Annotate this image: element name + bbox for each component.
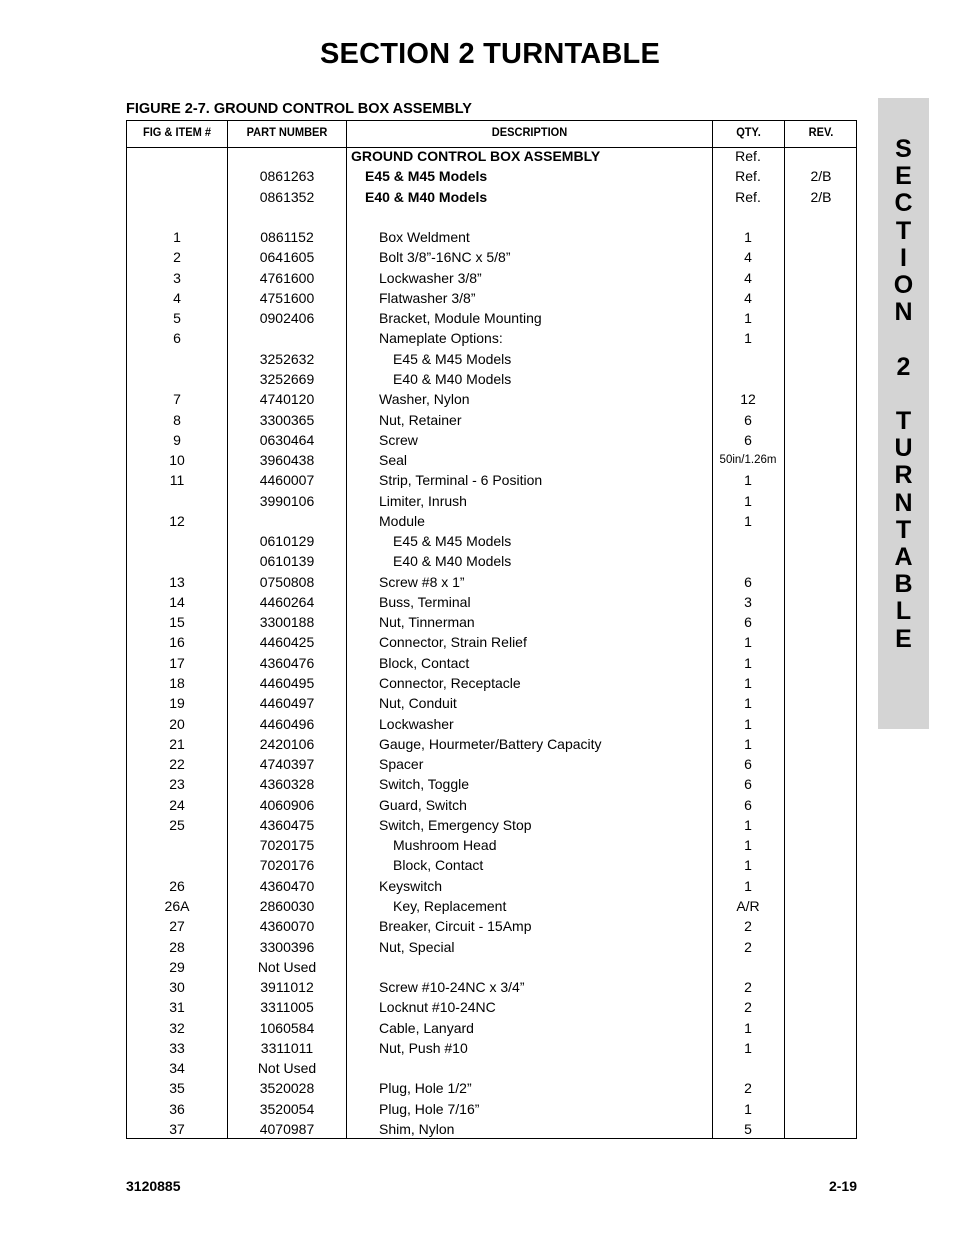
table-row [127,187,856,207]
cell-part-number: 3520028 [259,1080,315,1097]
cell-fig-item: 23 [169,776,185,793]
cell-qty: 6 [744,796,752,813]
cell-part-number: Not Used [257,1060,317,1077]
table-row [127,754,856,774]
cell-description: Connector, Strain Relief [379,634,527,651]
cell-description: Nut, Special [379,938,455,955]
table-row [127,774,856,794]
cell-description: Nameplate Options: [379,330,503,347]
cell-description: E40 & M40 Models [393,553,512,570]
side-tab-letter: N [894,298,913,327]
table-row [127,207,856,227]
cell-description: Locknut #10-24NC [379,999,496,1016]
cell-description: Plug, Hole 7/16” [379,1100,480,1117]
cell-fig-item: 27 [169,918,185,935]
cell-description: Switch, Emergency Stop [379,816,532,833]
cell-qty: 6 [744,411,752,428]
cell-qty: 2 [744,999,752,1016]
cell-rev: 2/B [810,168,832,185]
cell-qty: 6 [744,614,752,631]
cell-description: Block, Contact [393,857,484,874]
parts-table [126,120,857,1139]
cell-qty: 2 [744,979,752,996]
cell-part-number: 3300365 [259,411,315,428]
cell-qty: 12 [740,391,756,408]
cell-part-number: 2420106 [259,735,315,752]
cell-fig-item: 19 [169,695,185,712]
cell-part-number: 4360328 [259,776,315,793]
table-row [127,734,856,754]
cell-qty: 2 [744,938,752,955]
cell-description: Nut, Retainer [379,411,462,428]
cell-fig-item: 18 [169,675,185,692]
table-row [127,288,856,308]
table-row [127,268,856,288]
cell-qty: Ref. [735,148,761,164]
cell-part-number: 0861263 [259,168,315,185]
table-row [127,1058,856,1078]
footer-page-number: 2-19 [828,1178,857,1194]
cell-part-number: 0750808 [259,573,315,590]
cell-description: E40 & M40 Models [365,188,488,205]
cell-part-number: 0861152 [260,229,314,246]
header-qty: QTY. [736,125,761,139]
cell-qty: 1 [744,330,752,347]
cell-fig-item: 26A [164,897,190,914]
table-row [127,693,856,713]
cell-qty: 1 [744,735,752,752]
side-tab-letter: L [895,597,912,626]
table-row [127,328,856,348]
cell-part-number: 0861352 [259,188,315,205]
cell-fig-item: 10 [169,452,185,469]
table-row [127,572,856,592]
cell-fig-item: 37 [169,1120,185,1137]
cell-qty: 5 [744,1120,752,1137]
cell-qty: 1 [744,857,752,874]
table-row [127,511,856,531]
cell-description: Washer, Nylon [379,391,470,408]
side-tab-letter: T [895,515,912,544]
cell-qty: 1 [744,472,752,489]
table-row [127,957,856,977]
cell-fig-item: 20 [169,715,185,732]
cell-fig-item: 11 [169,472,185,489]
table-row [127,369,856,389]
cell-fig-item: 16 [169,634,185,651]
cell-part-number: 7020175 [259,837,315,854]
cell-qty: 4 [744,249,752,266]
table-row [127,896,856,916]
cell-description: Gauge, Hourmeter/Battery Capacity [379,735,602,752]
cell-description: Bracket, Module Mounting [379,310,542,327]
table-row [127,937,856,957]
table-row [127,835,856,855]
cell-fig-item: 13 [169,573,185,590]
cell-fig-item: 36 [169,1100,185,1117]
cell-qty: 2 [744,918,752,935]
table-row [127,795,856,815]
cell-part-number: 3911012 [260,979,314,996]
cell-description: Key, Replacement [393,897,507,914]
cell-description: Nut, Push #10 [379,1039,468,1056]
cell-description: Screw [379,431,418,448]
cell-part-number: 3960438 [259,452,315,469]
cell-part-number: 3300188 [259,614,315,631]
header-fig: FIG & ITEM # [142,125,212,139]
cell-part-number: 1060584 [259,1019,315,1036]
table-row [127,410,856,430]
cell-part-number: 2860030 [259,897,315,914]
cell-fig-item: 14 [169,593,185,610]
cell-description: Breaker, Circuit - 15Amp [379,918,532,935]
cell-part-number: 4761600 [259,269,315,286]
cell-part-number: 4070987 [259,1120,315,1137]
cell-qty: 4 [744,269,752,286]
cell-fig-item: 32 [169,1019,185,1036]
cell-qty: A/R [736,897,760,914]
cell-fig-item: 21 [169,735,185,752]
cell-fig-item: 3 [173,269,181,286]
cell-fig-item: 33 [169,1039,185,1056]
table-row [127,389,856,409]
cell-fig-item: 26 [169,877,185,894]
cell-fig-item: 7 [173,391,181,408]
header-description: DESCRIPTION [491,125,568,139]
cell-part-number: 4460495 [259,675,315,692]
cell-description: E40 & M40 Models [393,370,512,387]
cell-description: Module [379,512,425,529]
table-row [127,227,856,247]
cell-description: Strip, Terminal - 6 Position [379,472,543,489]
cell-fig-item: 31 [169,999,185,1016]
side-tab-letter: T [895,407,912,435]
cell-fig-item: 30 [169,979,185,996]
cell-qty: 1 [744,1039,752,1056]
cell-part-number: 4360070 [259,918,315,935]
cell-description: Limiter, Inrush [379,492,467,509]
table-row [127,977,856,997]
cell-part-number: 7020176 [259,857,315,874]
cell-fig-item: 5 [173,310,181,327]
cell-fig-item: 8 [173,411,181,428]
cell-fig-item: 4 [173,289,181,306]
table-row [127,450,856,470]
cell-description: Screw #10-24NC x 3/4” [379,979,525,996]
cell-qty: 4 [744,289,752,306]
cell-part-number: 0630464 [259,431,315,448]
side-tab-letter: A [894,543,913,571]
cell-part-number: 4460425 [259,634,315,651]
cell-fig-item: 1 [173,229,181,246]
cell-description: Plug, Hole 1/2” [379,1080,472,1097]
cell-description: Buss, Terminal [379,593,471,610]
cell-qty: 1 [744,1100,752,1117]
cell-description: Cable, Lanyard [379,1019,474,1036]
cell-part-number: 4460497 [259,695,315,712]
side-tab-letter: 2 [896,352,911,381]
side-tab-letter: T [895,216,912,245]
cell-part-number: 0902406 [259,310,315,327]
cell-rev: 2/B [810,188,832,205]
cell-part-number: 4460496 [259,715,315,732]
table-row [127,1119,856,1139]
cell-fig-item: 17 [169,654,185,671]
cell-description: Box Weldment [379,229,470,246]
table-row [127,997,856,1017]
cell-part-number: 0610139 [259,553,315,570]
table-row [127,815,856,835]
cell-fig-item: 6 [173,330,181,347]
cell-qty: 3 [744,593,752,610]
table-row [127,876,856,896]
cell-description: Nut, Conduit [379,695,457,712]
cell-description: GROUND CONTROL BOX ASSEMBLY [351,148,601,164]
cell-qty: 6 [744,776,752,793]
cell-description: Lockwasher 3/8” [379,269,482,286]
cell-part-number: 3311005 [260,999,314,1016]
cell-description: Shim, Nylon [379,1120,455,1137]
footer-document-number: 3120885 [126,1178,181,1194]
cell-fig-item: 34 [169,1060,185,1077]
side-tab-letter: O [893,271,914,299]
cell-part-number: 3311011 [260,1039,314,1056]
page-title: SECTION 2 TURNTABLE [320,38,660,70]
table-row [127,247,856,267]
table-row [127,166,856,186]
cell-description: Keyswitch [379,877,443,894]
table-row [127,146,856,166]
cell-qty: 1 [744,816,752,833]
table-row [127,855,856,875]
side-tab-letter: N [894,488,913,517]
side-tab-letter: U [894,434,913,463]
cell-description: Mushroom Head [393,837,497,854]
cell-qty: 1 [744,695,752,712]
cell-fig-item: 24 [169,796,185,813]
cell-part-number: 3300396 [259,938,315,955]
table-row [127,1038,856,1058]
cell-qty: Ref. [735,188,761,205]
table-row [127,714,856,734]
cell-part-number: 4360475 [259,816,315,833]
cell-part-number: 4740120 [259,391,315,408]
side-tab-letter: R [894,461,913,490]
cell-part-number: 4460007 [259,472,315,489]
cell-part-number: 3252632 [259,350,315,367]
cell-description: Switch, Toggle [379,776,470,793]
cell-description: Nut, Tinnerman [379,614,475,631]
cell-fig-item: 12 [169,512,185,529]
table-row [127,491,856,511]
cell-qty: 1 [744,512,752,529]
cell-description: Flatwasher 3/8” [379,289,476,306]
cell-fig-item: 29 [169,958,185,975]
table-row [127,349,856,369]
cell-description: E45 & M45 Models [365,168,488,185]
cell-description: Spacer [379,756,424,773]
cell-description: Connector, Receptacle [379,675,521,692]
cell-qty: 1 [744,1019,752,1036]
table-row [127,592,856,612]
cell-description: Guard, Switch [379,796,467,813]
table-row [127,470,856,490]
side-tab-letter: S [895,135,912,163]
table-row [127,653,856,673]
table-row [127,916,856,936]
cell-description: Bolt 3/8”-16NC x 5/8” [379,249,511,266]
table-row [127,1078,856,1098]
cell-fig-item: 35 [169,1080,185,1097]
cell-qty: 1 [744,837,752,854]
cell-qty: 1 [744,654,752,671]
side-tab-letter: B [894,570,913,599]
cell-part-number: 4740397 [259,756,315,773]
cell-description: Lockwasher [379,715,454,732]
table-row [127,430,856,450]
cell-fig-item: 22 [169,756,185,773]
cell-qty: Ref. [735,168,761,185]
cell-part-number: 0641605 [259,249,315,266]
cell-qty: 6 [744,573,752,590]
header-rev: REV. [808,125,834,139]
header-part-number: PART NUMBER [246,125,328,139]
cell-description: Block, Contact [379,654,470,671]
table-row [127,308,856,328]
cell-fig-item: 2 [173,249,181,266]
cell-qty: 1 [744,675,752,692]
cell-description: E45 & M45 Models [393,350,512,367]
cell-qty: 1 [744,229,752,246]
cell-qty: 1 [744,310,752,327]
cell-fig-item: 25 [169,816,185,833]
cell-description: Screw #8 x 1” [379,573,465,590]
table-row [127,531,856,551]
cell-qty: 6 [744,756,752,773]
table-row [127,1018,856,1038]
table-row [127,551,856,571]
cell-part-number: 4751600 [259,289,315,306]
cell-part-number: 3990106 [259,492,315,509]
table-row [127,632,856,652]
table-row [127,673,856,693]
side-tab-letter: E [895,162,912,191]
cell-fig-item: 15 [169,614,185,631]
cell-part-number: 3520054 [259,1100,315,1117]
cell-qty: 50in/1.26m [719,454,777,467]
side-tab-letter: I [900,243,907,272]
table-row [127,1099,856,1119]
cell-part-number: 4360476 [259,654,315,671]
cell-fig-item: 28 [169,938,185,955]
cell-part-number: Not Used [257,958,317,975]
section-side-tab [878,98,929,729]
side-tab-letter: C [894,189,913,218]
cell-part-number: 4060906 [259,796,315,813]
cell-part-number: 4360470 [259,877,315,894]
cell-part-number: 4460264 [259,593,315,610]
cell-qty: 1 [744,877,752,894]
side-tab-letter: E [895,624,912,653]
cell-qty: 1 [744,634,752,651]
cell-fig-item: 9 [173,431,181,448]
figure-caption: FIGURE 2-7. GROUND CONTROL BOX ASSEMBLY [126,101,472,117]
cell-qty: 2 [744,1080,752,1097]
cell-qty: 6 [744,431,752,448]
cell-qty: 1 [744,492,752,509]
cell-qty: 1 [744,715,752,732]
cell-part-number: 0610129 [259,533,315,550]
cell-description: Seal [379,452,408,469]
cell-part-number: 3252669 [259,370,315,387]
table-row [127,612,856,632]
cell-description: E45 & M45 Models [393,533,512,550]
